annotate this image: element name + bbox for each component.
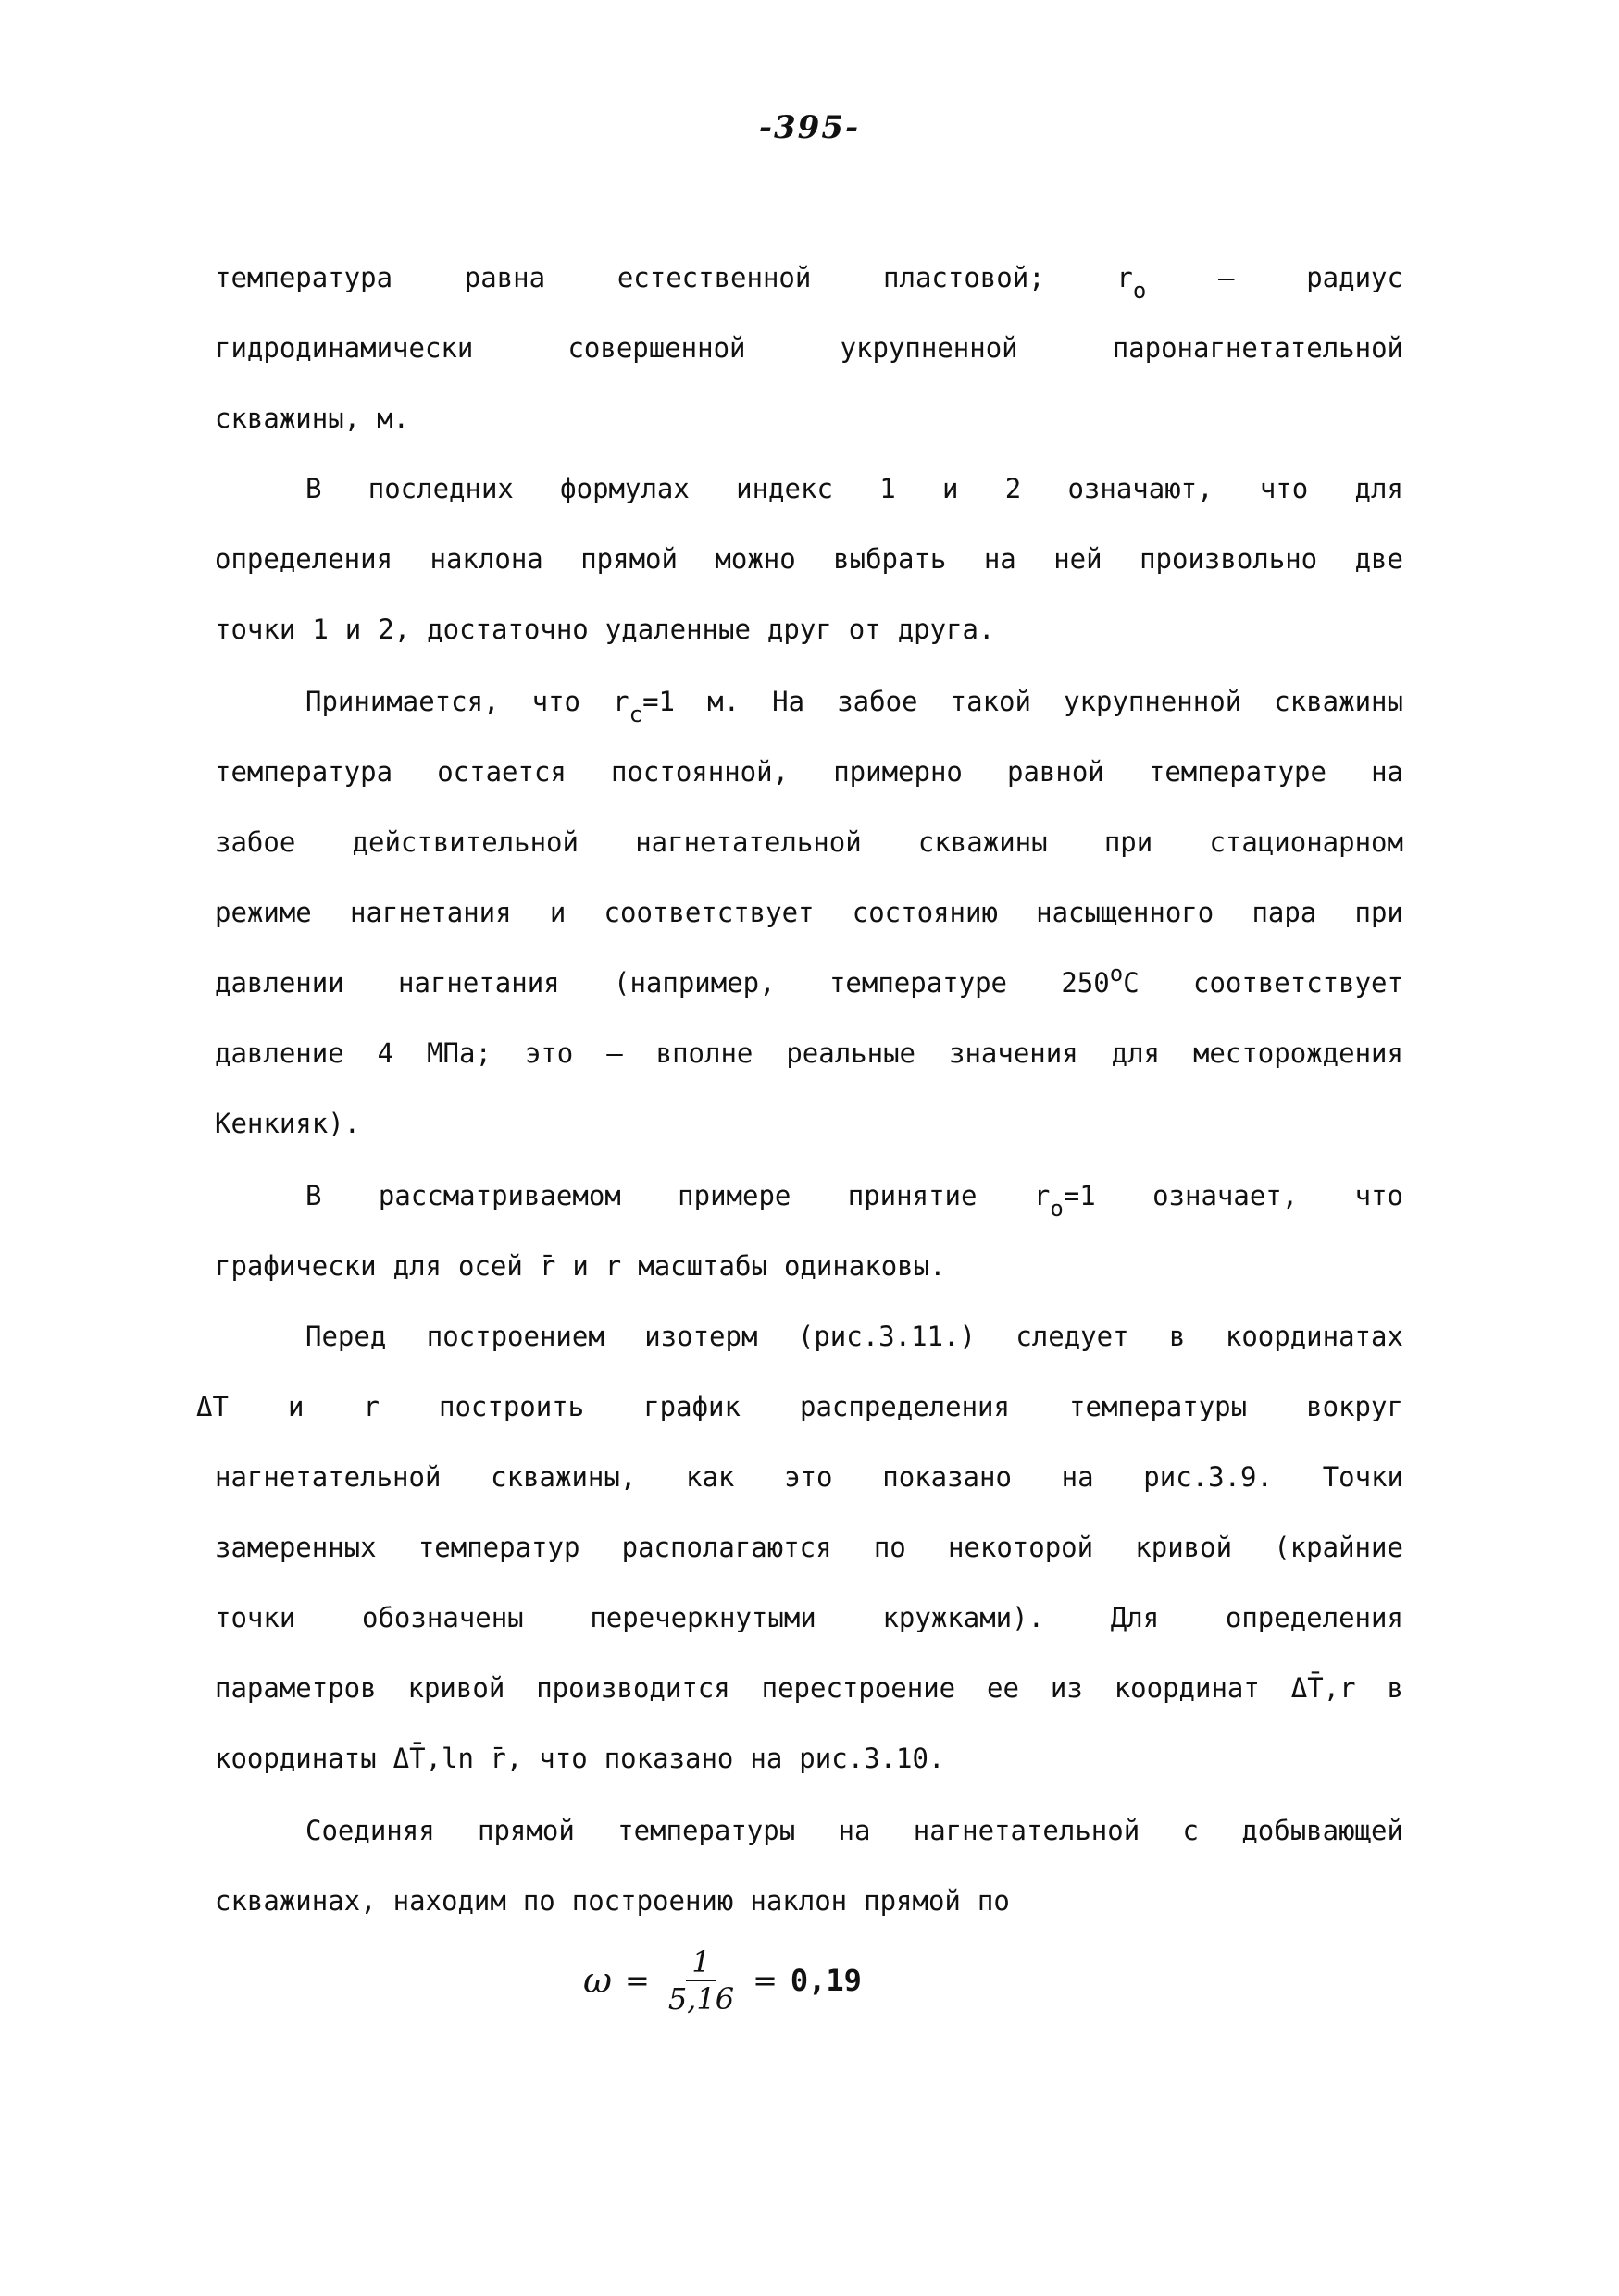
word: на <box>1061 1461 1094 1493</box>
word: укрупненной <box>1064 686 1242 717</box>
word: 250 <box>1061 967 1110 999</box>
word: температура <box>215 756 393 788</box>
word: точки <box>215 614 296 645</box>
word: (рис.3.11.) <box>797 1321 976 1352</box>
text-line <box>215 1599 1403 1636</box>
word: совершенной <box>567 332 746 364</box>
word: рассматриваемом <box>378 1180 621 1211</box>
word: некоторой <box>947 1532 1094 1563</box>
text-line <box>215 1458 1403 1496</box>
formula-numerator: 1 <box>686 1944 716 1981</box>
formula-fraction <box>663 1944 740 2017</box>
word: вполне <box>655 1037 753 1069</box>
subscript: c <box>629 701 643 727</box>
word: располагаются <box>621 1532 832 1563</box>
word: соответствует <box>604 897 815 928</box>
word: Соединяя <box>305 1815 435 1846</box>
word: определения <box>1225 1602 1403 1633</box>
word: ней <box>1053 543 1102 575</box>
text-line <box>196 1388 1403 1425</box>
word: температур <box>417 1532 580 1563</box>
word: ΔT̄,ln r̄, <box>392 1743 523 1774</box>
word: распределения <box>800 1391 1010 1422</box>
word: по <box>873 1532 906 1563</box>
word: достаточно <box>427 614 589 645</box>
word: пара <box>1252 897 1317 928</box>
word: соответствует <box>1193 967 1403 999</box>
word: нагнетательной <box>215 1461 442 1493</box>
word: r <box>363 1391 380 1422</box>
word: координатах <box>1225 1321 1403 1352</box>
word: друга. <box>897 614 995 645</box>
word: кривой <box>407 1672 505 1704</box>
word: естественной <box>616 262 812 293</box>
word: выбрать <box>833 543 947 575</box>
word: скважины <box>1274 686 1403 717</box>
word: принятие <box>847 1180 978 1211</box>
word: действительной <box>352 826 579 858</box>
word: остается <box>437 756 567 788</box>
word: наклон <box>750 1885 848 1917</box>
word: нагнетательной <box>913 1815 1140 1846</box>
word: равна <box>464 262 546 293</box>
word: состоянию <box>852 897 998 928</box>
word: равной <box>1007 756 1104 788</box>
word: – <box>1218 262 1235 293</box>
word: производится <box>536 1672 730 1704</box>
word: кружками). <box>882 1602 1045 1633</box>
word: перечеркнутыми <box>590 1602 816 1633</box>
word: графически <box>215 1250 377 1282</box>
word: нагнетательной <box>635 826 862 858</box>
word: что <box>1259 473 1309 504</box>
text-line <box>215 961 1403 1001</box>
word: показано <box>882 1461 1012 1493</box>
word: график <box>643 1391 741 1422</box>
word: осей <box>458 1250 523 1282</box>
word: температура <box>215 262 393 293</box>
word: на <box>750 1743 783 1774</box>
word: построить <box>439 1391 585 1422</box>
word: на <box>983 543 1016 575</box>
word: как <box>686 1461 735 1493</box>
formula-equals: = <box>625 1963 650 1998</box>
word: от <box>848 614 881 645</box>
word: забое <box>837 686 918 717</box>
word: что <box>539 1743 588 1774</box>
word: укрупненной <box>840 332 1018 364</box>
word: r <box>1033 1180 1051 1211</box>
word: и <box>287 1391 305 1422</box>
word: нагнетания <box>350 897 512 928</box>
word: температуры <box>617 1815 796 1846</box>
word: Кенкияк). <box>215 1108 361 1139</box>
word: это <box>784 1461 833 1493</box>
word: обозначены <box>362 1602 524 1633</box>
text-line <box>215 1669 1403 1706</box>
word: с <box>1182 1815 1199 1846</box>
word: что <box>531 686 581 717</box>
formula-lhs: ω <box>583 1960 612 2001</box>
word: в <box>1168 1321 1186 1352</box>
formula-equals: = <box>753 1963 778 1998</box>
word: масштабы <box>638 1250 767 1282</box>
word: последних <box>367 473 514 504</box>
word: ее <box>987 1672 1019 1704</box>
word: месторождения <box>1192 1037 1403 1069</box>
word: температуре <box>828 967 1007 999</box>
word: можно <box>715 543 796 575</box>
word: кривой <box>1135 1532 1233 1563</box>
word: ΔT <box>196 1391 229 1422</box>
word: такой <box>950 686 1031 717</box>
word: в <box>1387 1672 1403 1704</box>
word: 2, <box>378 614 411 645</box>
word: следует <box>1015 1321 1129 1352</box>
word: r <box>613 686 629 717</box>
text-line <box>215 1882 1403 1919</box>
word: постоянной, <box>611 756 790 788</box>
word: одинаковы. <box>783 1250 946 1282</box>
formula-result: 0,19 <box>790 1963 862 1998</box>
text-line <box>305 683 1403 727</box>
word: построением <box>426 1321 604 1352</box>
text-line <box>305 470 1403 507</box>
word: (например, <box>613 967 776 999</box>
word: означают, <box>1067 473 1214 504</box>
word: =1 <box>1063 1180 1096 1211</box>
word: друг <box>766 614 832 645</box>
word: r <box>604 1250 622 1282</box>
text-line <box>215 1247 1403 1285</box>
word: 4 <box>377 1037 394 1069</box>
word: примере <box>678 1180 791 1211</box>
word: давлении <box>215 967 344 999</box>
word: На <box>772 686 805 717</box>
word: построению <box>571 1885 734 1917</box>
formula-denominator: 5,16 <box>667 1981 735 2017</box>
word: 2 <box>1004 473 1022 504</box>
text-line <box>215 824 1403 861</box>
word: температуры <box>1069 1391 1248 1422</box>
word: =1 <box>642 686 675 717</box>
word: показано <box>604 1743 734 1774</box>
word: индекс <box>736 473 833 504</box>
word: замеренных <box>215 1532 377 1563</box>
word: Принимается, <box>305 686 500 717</box>
word: произвольно <box>1140 543 1318 575</box>
word: добывающей <box>1241 1815 1403 1846</box>
word: прямой <box>864 1885 961 1917</box>
word: – <box>606 1037 623 1069</box>
text-line <box>305 1318 1403 1355</box>
word: нагнетания <box>398 967 560 999</box>
word: радиус <box>1306 262 1403 293</box>
word: Точки <box>1322 1461 1403 1493</box>
word: скважины <box>917 826 1048 858</box>
word: удаленные <box>604 614 751 645</box>
word: наклона <box>430 543 543 575</box>
word: означает, <box>1152 1180 1299 1211</box>
word: МПа; <box>427 1037 492 1069</box>
text-line <box>215 540 1403 577</box>
word: при <box>1354 897 1403 928</box>
word: и <box>941 473 959 504</box>
word: что <box>1354 1180 1403 1211</box>
word: рис.3.9. <box>1143 1461 1273 1493</box>
word: и <box>572 1250 589 1282</box>
text-line <box>215 611 1403 648</box>
word: стационарном <box>1209 826 1403 858</box>
word: м. <box>377 403 410 434</box>
word: вокруг <box>1306 1391 1403 1422</box>
text-line <box>215 259 1403 304</box>
text-line <box>215 329 1403 366</box>
text-line <box>215 1529 1403 1566</box>
slope-formula <box>583 1943 862 2017</box>
superscript: o <box>1109 961 1124 987</box>
word: по <box>522 1885 555 1917</box>
word: В <box>305 1180 322 1211</box>
word: м. <box>707 686 741 717</box>
word: координаты <box>215 1743 377 1774</box>
subscript: o <box>1132 278 1147 304</box>
word: для <box>1354 473 1403 504</box>
word: для <box>392 1250 442 1282</box>
word: определения <box>215 543 393 575</box>
word: значения <box>948 1037 1078 1069</box>
word: координат <box>1114 1672 1260 1704</box>
word: C <box>1123 967 1140 999</box>
word: и <box>549 897 567 928</box>
text-line <box>215 1740 1403 1777</box>
word: насыщенного <box>1036 897 1214 928</box>
word: на <box>1371 756 1403 788</box>
word: r <box>1116 262 1133 293</box>
word: изотерм <box>644 1321 758 1352</box>
word: гидродинамически <box>215 332 474 364</box>
word: ΔT̄,r <box>1290 1672 1356 1704</box>
word: параметров <box>215 1672 377 1704</box>
word: реальные <box>786 1037 916 1069</box>
word: прямой <box>478 1815 575 1846</box>
text-line <box>215 753 1403 790</box>
word: температуре <box>1148 756 1326 788</box>
word: для <box>1111 1037 1161 1069</box>
word: рис.3.10. <box>799 1743 945 1774</box>
word: примерно <box>833 756 963 788</box>
word: пластовой; <box>883 262 1045 293</box>
word: В <box>305 473 322 504</box>
word: из <box>1050 1672 1083 1704</box>
word: режиме <box>215 897 312 928</box>
word: скважинах, <box>215 1885 377 1917</box>
word: по <box>977 1885 1010 1917</box>
text-line <box>305 1812 1403 1849</box>
word: это <box>524 1037 574 1069</box>
word: точки <box>215 1602 296 1633</box>
word: r̄ <box>539 1250 556 1282</box>
word: 1 <box>879 473 896 504</box>
word: при <box>1103 826 1153 858</box>
word: 1 <box>312 614 329 645</box>
word: забое <box>215 826 296 858</box>
word: находим <box>392 1885 506 1917</box>
text-line <box>215 894 1403 931</box>
word: прямой <box>580 543 678 575</box>
text-line <box>215 1035 1403 1072</box>
word: две <box>1354 543 1403 575</box>
word: (крайние <box>1274 1532 1403 1563</box>
text-line <box>215 1105 1403 1142</box>
word: Для <box>1110 1602 1160 1633</box>
word: и <box>344 614 362 645</box>
word: давление <box>215 1037 344 1069</box>
text-line <box>305 1177 1403 1222</box>
word: формулах <box>560 473 690 504</box>
word: паронагнетательной <box>1112 332 1403 364</box>
word: перестроение <box>761 1672 956 1704</box>
text-line <box>215 400 1403 437</box>
word: Перед <box>305 1321 387 1352</box>
word: на <box>838 1815 871 1846</box>
page-number: -395- <box>758 109 861 146</box>
subscript: o <box>1050 1196 1064 1222</box>
word: скважины, <box>491 1461 637 1493</box>
word: скважины, <box>215 403 361 434</box>
